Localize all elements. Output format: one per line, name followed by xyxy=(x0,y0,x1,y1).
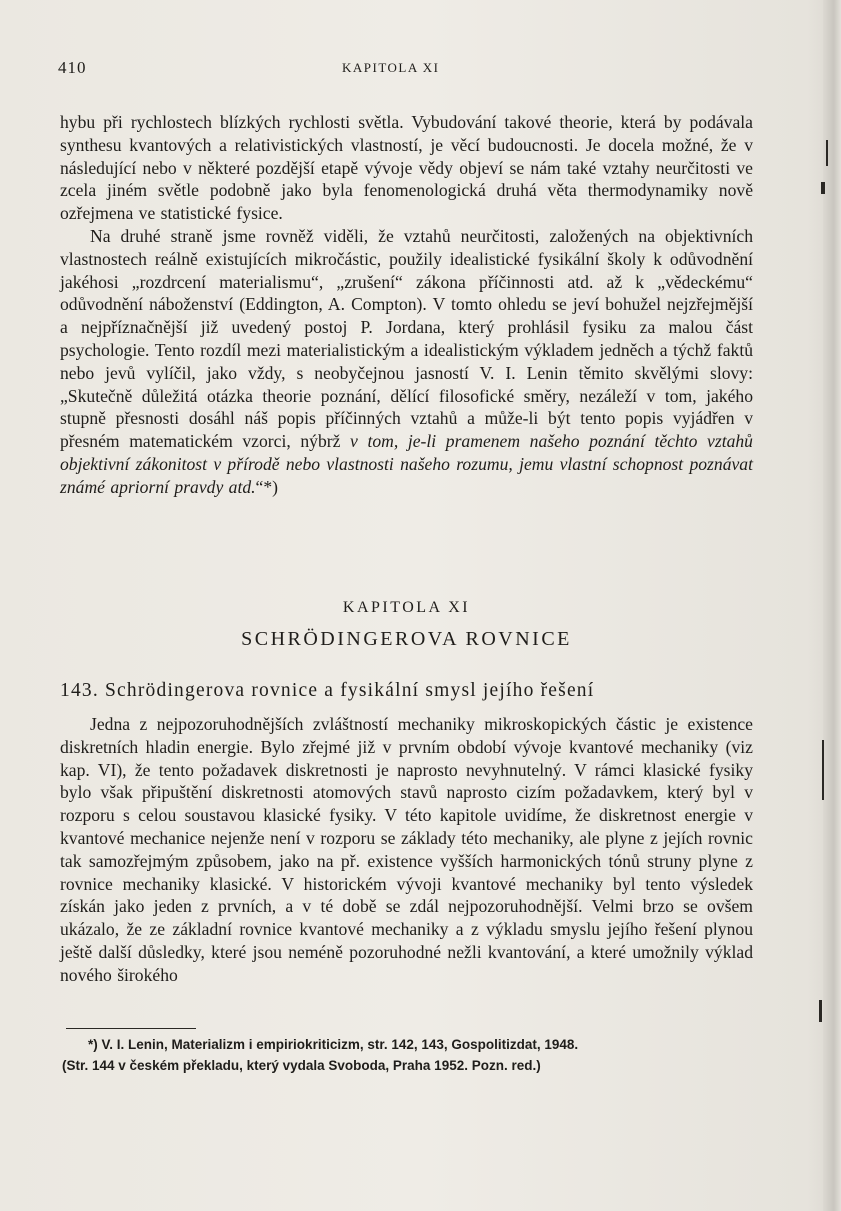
chapter-label: KAPITOLA XI xyxy=(342,599,471,616)
footnote-line-1: *) V. I. Lenin, Materializm i empiriokriticizm, str. 142, 143, Gospolitizdat, 1948. xyxy=(88,1037,579,1052)
footnote xyxy=(62,1034,754,1076)
page-edge-shadow xyxy=(823,0,841,1211)
lenin-quote-italic: v tom, je-li pramenem našeho poznání těchto vztahů objektivní zákonitost v přírodě nebo vlastnosti našeho rozumu, jemu vlastní schopnost poznávat známé apriorní pravdy atd. xyxy=(60,431,753,497)
chapter-title: SCHRÖDINGEROVA ROVNICE xyxy=(241,628,572,650)
paragraph-continuation: hybu při rychlostech blízkých rychlosti světla. Vybudování takové theorie, která by podávala synthesu kvantových a relativistických vlastností, je věcí budoucnosti. Je docela možné, že v následující nebo v některé pozdější etapě vývoje vědy objeví se nám také vztahy neurčitosti ve zcela jiném světle podobně jako byla fenomenologická druhá věta thermodynamiky nově ozřejmena ve statistické fysice. xyxy=(60,112,753,224)
running-header xyxy=(58,58,758,82)
running-title: KAPITOLA XI xyxy=(342,60,440,75)
section-paragraph: Jedna z nejpozoruhodnějších zvláštností mechaniky mikroskopických částic je existence diskretních hladin energie. Bylo zřejmé již v prvním období vývoje kvantové mechaniky (viz kap. VI), že tento požadavek diskretnosti je naprosto nevyhnutelný. V rámci klasické fysiky bylo však připuštění diskretnosti atomových stavů naprosto cizím požadavkem, který byl v rozporu s celou soustavou klasické fysiky. V této kapitole uvidíme, že diskretnost energie v kvantové mechanice nejenže není v rozporu se základy této mechaniky, ale plyne z jejích rovnic tak samozřejmým způsobem, jako na př. existence vyšších harmonických tónů struny plyne z rovnice mechaniky klasické. V historickém vývoji kvantové mechaniky byl tento výsledek získán jako jeden z prvních, a v té době se zdál nejpozoruhodnější. Velmi brzo se ovšem ukázalo, že ze základní rovnice kvantové mechaniky a z výkladu smyslu jejího řešení plynou ještě další důsledky, které jsou neméně pozoruhodné nežli kvantování, a které umožnily výklad nového širokého xyxy=(60,714,753,985)
quote-close-footnote-ref: “*) xyxy=(255,476,279,497)
chapter-heading xyxy=(60,596,753,651)
section-text-block xyxy=(60,713,753,987)
margin-mark xyxy=(822,740,824,800)
footnote-rule xyxy=(66,1028,196,1029)
top-text-block xyxy=(60,111,753,499)
section-heading: 143. Schrödingerova rovnice a fysikální smysl jejího řešení xyxy=(60,680,595,701)
margin-mark xyxy=(821,182,825,194)
footnote-line-2: (Str. 144 v českém překladu, který vydala Svoboda, Praha 1952. Pozn. red.) xyxy=(62,1058,541,1073)
paragraph-text: Na druhé straně jsme rovněž viděli, že vztahů neurčitosti, založených na objektivních vlastnostech reálně existujících mikročástic, použily idealistické fysikální školy k odůvodnění jakéhosi „rozdrcení materialismu“, „zrušení“ zákona příčinnosti atd. až k „vědeckému“ odůvodnění náboženství (Eddington, A. Compton). V tomto ohledu se jeví bohužel nejzřejmější a nejpříznačnější již uvedený postoj P. Jordana, který prohlásil fysiku za malou část psychologie. Tento rozdíl mezi materialistickým a idealistickým výkladem jedněch a týchž faktů nebo jevů vylíčil, jako vždy, s neobyčejnou jasností V. I. Lenin těmito skvělými slovy: „Skutečně důležitá otázka theorie poznání, dělící filosofické směry, nezáleží v tom, jakého stupně přesnosti dosáhl náš popis příčinných vztahů a může-li být tento popis vyjádřen v přesném matematickém vzorci, nýbrž xyxy=(60,225,753,452)
page-number: 410 xyxy=(58,58,87,77)
margin-mark xyxy=(826,140,828,166)
margin-mark xyxy=(819,1000,822,1022)
paragraph-lenin-quote xyxy=(60,225,753,499)
